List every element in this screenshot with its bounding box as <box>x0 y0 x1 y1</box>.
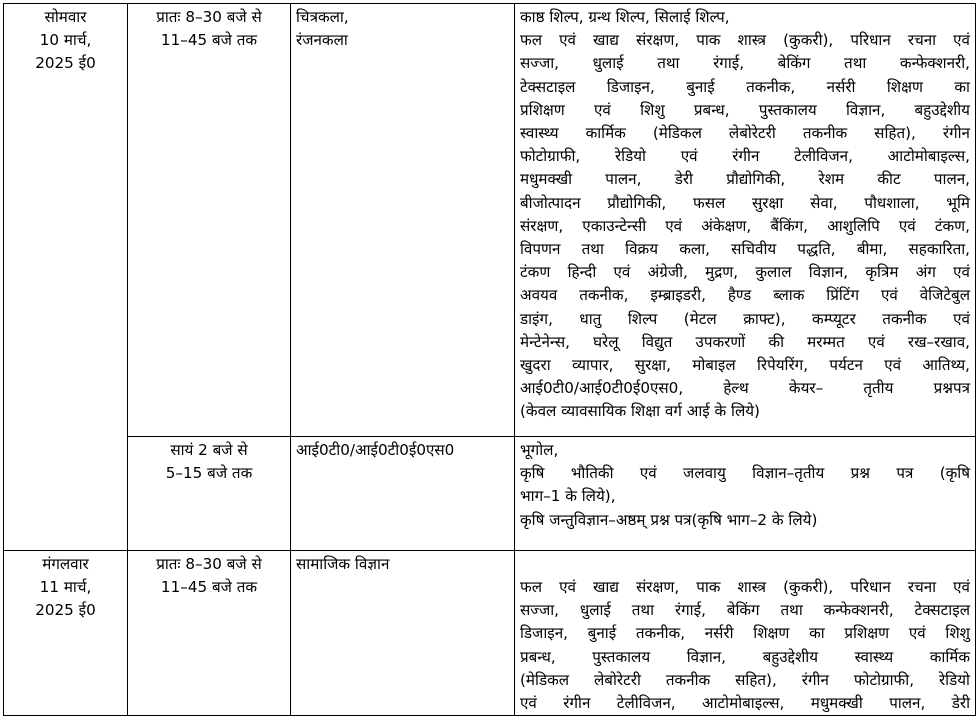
papers-cell <box>515 437 976 551</box>
time-cell <box>128 551 291 716</box>
paper-line: सज्जा, धुलाई तथा रंगाई, बेकिंग तथा कन्फेक्शनरी, टेक्सटाइल <box>520 601 970 620</box>
time-cell <box>128 437 291 551</box>
exam-schedule-table <box>3 3 976 716</box>
day-year: 2025 ई0 <box>35 54 96 73</box>
paper-line: (मेडिकल लेबोरेटरी तकनीक सहित), रंगीन फोटोग्राफी, रेडियो <box>520 670 970 689</box>
time-end: 11–45 बजे तक <box>160 578 258 597</box>
time-start: सायं 2 बजे से <box>170 441 248 459</box>
day-date: 10 मार्च, <box>39 31 92 50</box>
subject-cell <box>291 4 515 437</box>
paper-line: स्वास्थ्य कार्मिक (मेडिकल लेबोरेटरी तकनीक सहित), रंगीन <box>520 124 970 143</box>
paper-line: खुदरा व्यापार, सुरक्षा, मोबाइल रिपेयरिंग, पर्यटन एवं आतिथ्य, <box>520 356 970 375</box>
papers-cell <box>515 551 976 716</box>
paper-line: संरक्षण, एकाउन्टेन्सी एवं अंकेक्षण, बैंकिंग, आशुलिपि एवं टंकण, <box>520 216 970 235</box>
table-row <box>4 437 976 551</box>
subject-name: सामाजिक विज्ञान <box>296 555 390 573</box>
paper-line: आई0टी0/आई0टी0ई0एस0, हेल्थ केयर– तृतीय प्रश्नपत्र <box>520 379 970 398</box>
paper-line: कृषि जन्तुविज्ञान–अष्ठम् प्रश्न पत्र(कृषि भाग–2 के लिये) <box>520 510 818 529</box>
table-row <box>4 4 976 437</box>
paper-line: विपणन तथा विक्रय कला, सचिवीय पद्धति, बीमा, सहकारिता, <box>520 240 970 259</box>
paper-line: डाइंग, धातु शिल्प (मेटल क्राफ्ट), कम्प्यूटर तकनीक एवं <box>520 309 970 328</box>
time-cell <box>128 4 291 437</box>
paper-line: भाग–1 के लिये), <box>520 487 616 506</box>
paper-line: एवं रंगीन टेलीविजन, आटोमोबाइल्स, मधुमक्खी पालन, डेरी <box>520 694 970 713</box>
subject-cell <box>291 551 515 716</box>
paper-line: डिजाइन, बुनाई तकनीक, नर्सरी शिक्षण का प्रशिक्षण एवं शिशु <box>520 624 970 643</box>
paper-line: टंकण हिन्दी एवं अंग्रेजी, मुद्रण, कुलाल विज्ञान, कृत्रिम अंग एवं <box>520 263 970 282</box>
paper-line: मधुमक्खी पालन, डेरी प्रौद्योगिकी, रेशम कीट पालन, <box>520 170 970 189</box>
day-cell <box>4 551 128 716</box>
paper-line: प्रबन्ध, पुस्तकालय विज्ञान, बहुउद्देशीय स्वास्थ्य कार्मिक <box>520 647 970 666</box>
paper-line: काष्ठ शिल्प, ग्रन्थ शिल्प, सिलाई शिल्प, <box>520 8 730 26</box>
day-name: सोमवार <box>44 8 87 26</box>
time-start: प्रातः 8–30 बजे से <box>156 555 262 573</box>
time-end: 11–45 बजे तक <box>160 31 258 50</box>
table-row <box>4 551 976 716</box>
time-end: 5–15 बजे तक <box>165 464 253 483</box>
paper-line: सज्जा, धुलाई तथा रंगाई, बेकिंग तथा कन्फेक्शनरी, <box>520 54 970 73</box>
paper-line: भूगोल, <box>520 441 559 459</box>
paper-line: प्रशिक्षण एवं शिशु प्रबन्ध, पुस्तकालय विज्ञान, बहुउद्देशीय <box>520 100 970 119</box>
paper-line: बीजोत्पादन प्रौद्योगिकी, फसल सुरक्षा सेवा, पौधशाला, भूमि <box>520 193 970 212</box>
paper-line: फल एवं खाद्य संरक्षण, पाक शास्त्र (कुकरी), परिधान रचना एवं <box>520 31 970 50</box>
subject-name: चित्रकला, <box>296 8 349 26</box>
blank-line <box>520 553 970 576</box>
paper-line: फल एवं खाद्य संरक्षण, पाक शास्त्र (कुकरी), परिधान रचना एवं <box>520 578 970 596</box>
subject-name: आई0टी0/आई0टी0ई0एस0 <box>296 441 455 459</box>
paper-line: (केवल व्यावसायिक शिक्षा वर्ग आई के लिये) <box>520 402 760 421</box>
subject-cell <box>291 437 515 551</box>
subject-name: रंजनकला <box>296 31 348 50</box>
paper-line: कृषि भौतिकी एवं जलवायु विज्ञान–तृतीय प्रश्न पत्र (कृषि <box>520 464 970 483</box>
paper-line: अवयव तकनीक, इम्ब्राइडरी, हैण्ड ब्लाक प्रिंटिंग एवं वेजिटेबुल <box>520 286 970 305</box>
paper-line: फोटोग्राफी, रेडियो एवं रंगीन टेलीविजन, आटोमोबाइल्स, <box>520 147 970 166</box>
day-cell <box>4 4 128 551</box>
day-name: मंगलवार <box>42 555 89 573</box>
time-start: प्रातः 8–30 बजे से <box>156 8 262 26</box>
paper-line: टेक्सटाइल डिजाइन, बुनाई तकनीक, नर्सरी शिक्षण का <box>520 77 970 96</box>
day-year: 2025 ई0 <box>35 601 96 620</box>
day-date: 11 मार्च, <box>39 578 92 597</box>
papers-cell <box>515 4 976 437</box>
paper-line: मेन्टेनेन्स, घरेलू विद्युत उपकरणों की मरम्मत एवं रख–रखाव, <box>520 332 970 351</box>
